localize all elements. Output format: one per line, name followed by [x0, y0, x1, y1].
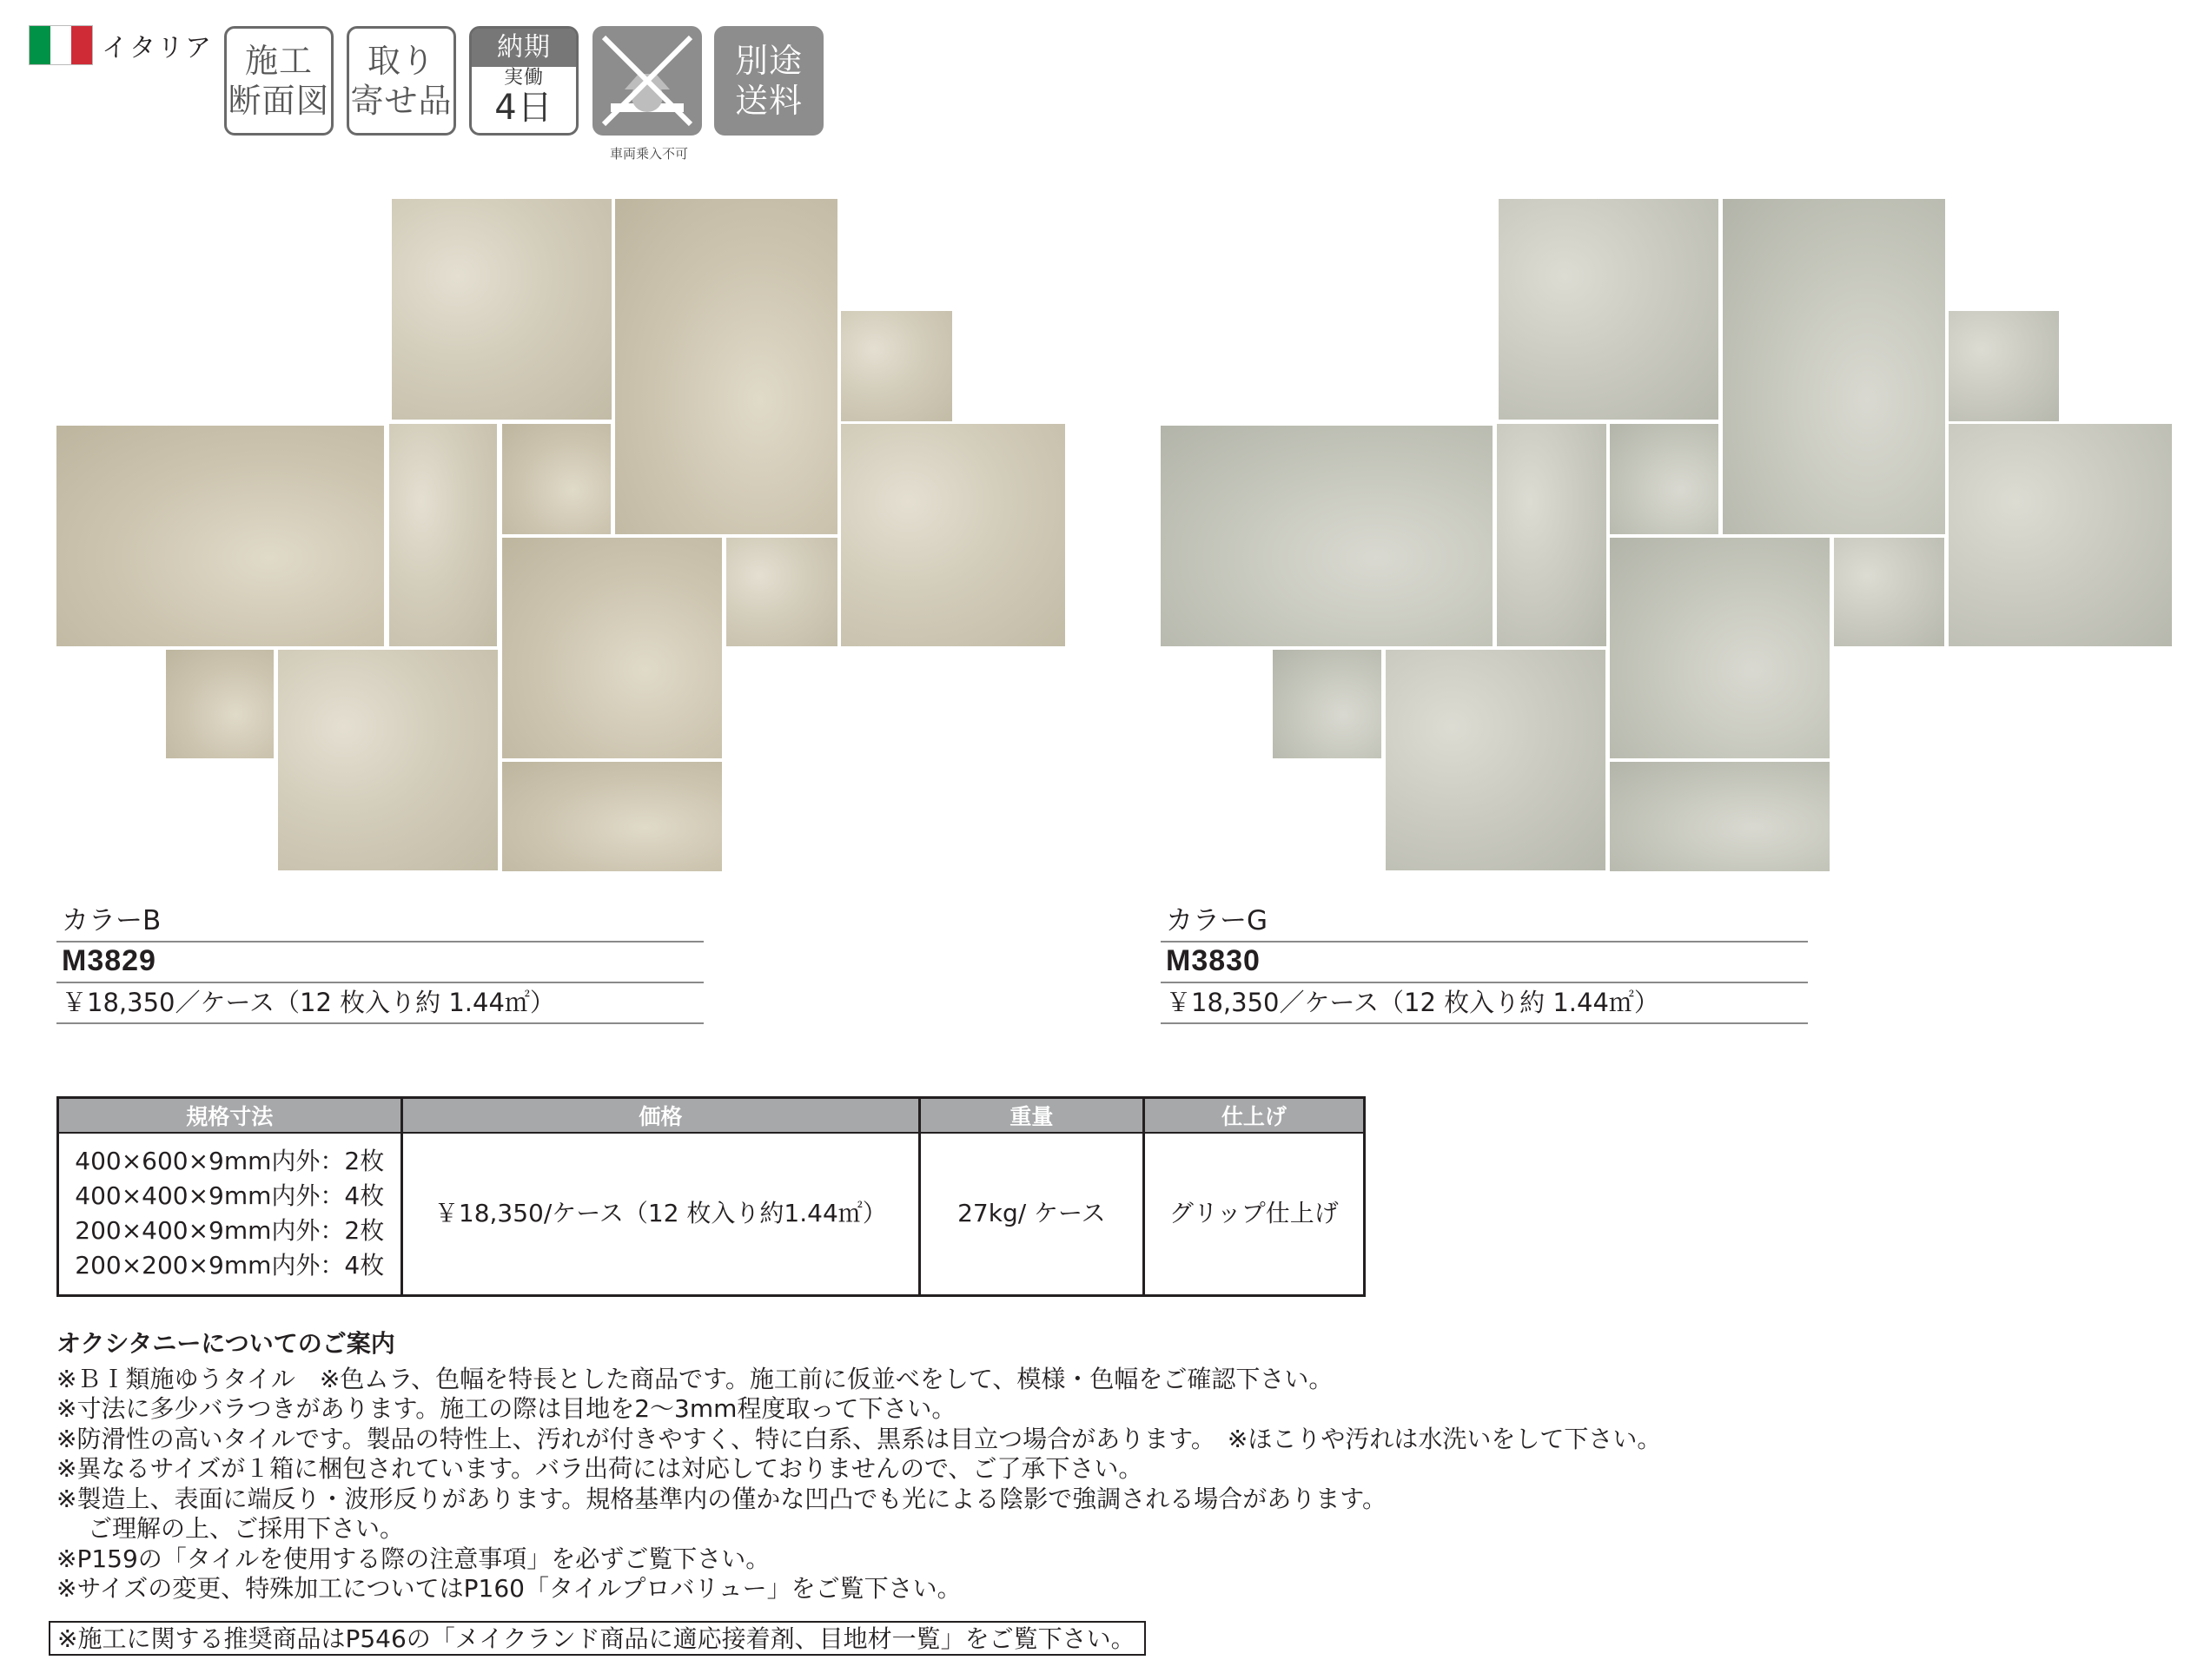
badge-line: 取り [367, 42, 435, 80]
note-line: ※サイズの変更、特殊加工についてはP160「タイルプロバリュー」をご覧下さい。 [56, 1574, 962, 1603]
tile [615, 199, 837, 534]
delivery-time-badge [469, 26, 579, 136]
special-order-badge [347, 26, 456, 136]
badge-line: 寄せ品 [350, 82, 453, 120]
note-line: ご理解の上、ご採用下さい。 [88, 1514, 405, 1543]
price-row [1161, 983, 1808, 1024]
note-line: ※製造上、表面に端反り・波形反りがあります。規格基準内の僅かな凹凸でも光による陰影で強調される場合があります。 [56, 1484, 1387, 1513]
spec-table [56, 1096, 1366, 1297]
recommended-products-note: ※施工に関する推奨商品はP546の「メイクランド商品に適応接着剤、目地材一覧」をご覧下さい。 [49, 1621, 1146, 1656]
tile [1834, 538, 1944, 646]
flag-white-stripe [50, 26, 71, 64]
note-line: ※ＢＩ類施ゆうタイル ※色ムラ、色幅を特長とした商品です。施工前に仮並べをして、模様・色幅をご確認下さい。 [56, 1364, 1334, 1393]
country-label: イタリア [102, 33, 213, 63]
tile [1610, 762, 1830, 871]
code-row [1161, 943, 1808, 983]
code-row [56, 943, 704, 983]
notes-section [56, 1329, 1661, 1604]
header-size: 規格寸法 [58, 1098, 402, 1133]
product-price: ￥18,350／ケース（12 枚入り約 1.44㎡） [1166, 988, 1659, 1017]
header-weight: 重量 [920, 1098, 1143, 1133]
size-line: 400×400×9mm内外：4枚 [75, 1181, 385, 1211]
spec-price: ￥18,350/ケース（12 枚入り約1.44㎡） [401, 1133, 920, 1296]
tile [841, 311, 952, 421]
separate-shipping-badge [714, 26, 824, 136]
badge-line: 送料 [734, 82, 803, 120]
flag-red-stripe [71, 26, 92, 64]
badge-line: 別途 [734, 42, 803, 80]
product-code: M3830 [1166, 944, 1261, 977]
header-price: 価格 [401, 1098, 920, 1133]
note-line: ※寸法に多少バラつきがあります。施工の際は目地を2～3mm程度取って下さい。 [56, 1394, 956, 1423]
tile [1499, 199, 1718, 420]
tile [1949, 311, 2059, 421]
flag-green-stripe [30, 26, 50, 64]
product-label-b [56, 902, 704, 1024]
price-row [56, 983, 704, 1024]
section-diagram-badge [224, 26, 334, 136]
tile [1610, 424, 1718, 534]
product-code: M3829 [62, 944, 156, 977]
tile [502, 424, 611, 534]
vehicle-caption: 車両乗入不可 [609, 146, 688, 162]
badge-line: 施工 [244, 42, 313, 80]
color-row [56, 902, 704, 943]
spec-row [58, 1133, 1365, 1296]
product-color: カラーG [1166, 905, 1268, 936]
product-color: カラーB [62, 905, 162, 936]
size-line: 200×200×9mm内外：4枚 [75, 1251, 385, 1280]
color-row [1161, 902, 1808, 943]
tile [1497, 424, 1606, 646]
size-line: 200×400×9mm内外：2枚 [75, 1216, 385, 1246]
tile [392, 199, 612, 420]
tile [1610, 538, 1830, 758]
tile [56, 426, 384, 646]
delivery-title: 納期 [472, 29, 576, 67]
note-line: ※異なるサイズが１箱に梱包されています。バラ出荷には対応しておりませんので、ご了承下さい。 [56, 1454, 1143, 1483]
tile [278, 650, 498, 870]
spec-finish: グリップ仕上げ [1143, 1133, 1364, 1296]
delivery-days: 4日 [494, 88, 553, 128]
tile [502, 538, 722, 758]
italy-flag-icon [29, 25, 93, 65]
note-line: ※防滑性の高いタイルです。製品の特性上、汚れが付きやすく、特に白系、黒系は目立つ場合があります。 ※ほこりや汚れは水洗いをして下さい。 [56, 1424, 1662, 1453]
tile [166, 650, 274, 758]
badge-line: 断面図 [228, 82, 330, 120]
tile [1949, 424, 2172, 646]
size-line: 400×600×9mm内外：2枚 [75, 1147, 385, 1176]
tile [502, 762, 722, 871]
no-vehicle-icon [592, 26, 702, 136]
tile [1161, 426, 1493, 646]
note-line: ※P159の「タイルを使用する際の注意事項」を必ずご覧下さい。 [56, 1544, 771, 1573]
spec-weight: 27kg/ ケース [920, 1133, 1143, 1296]
spec-sizes [58, 1133, 402, 1296]
no-vehicle-symbol [595, 29, 699, 133]
tile [1273, 650, 1381, 758]
product-price: ￥18,350／ケース（12 枚入り約 1.44㎡） [62, 988, 555, 1017]
tile [841, 424, 1065, 646]
header-finish: 仕上げ [1143, 1098, 1364, 1133]
tile [389, 424, 497, 646]
tile [1723, 199, 1945, 534]
delivery-sub: 実働 [503, 67, 544, 89]
notes-heading: オクシタニーについてのご案内 [56, 1329, 395, 1358]
spec-header-row [58, 1098, 1365, 1133]
tile [1386, 650, 1605, 870]
tile [726, 538, 837, 646]
product-label-g [1161, 902, 1808, 1024]
